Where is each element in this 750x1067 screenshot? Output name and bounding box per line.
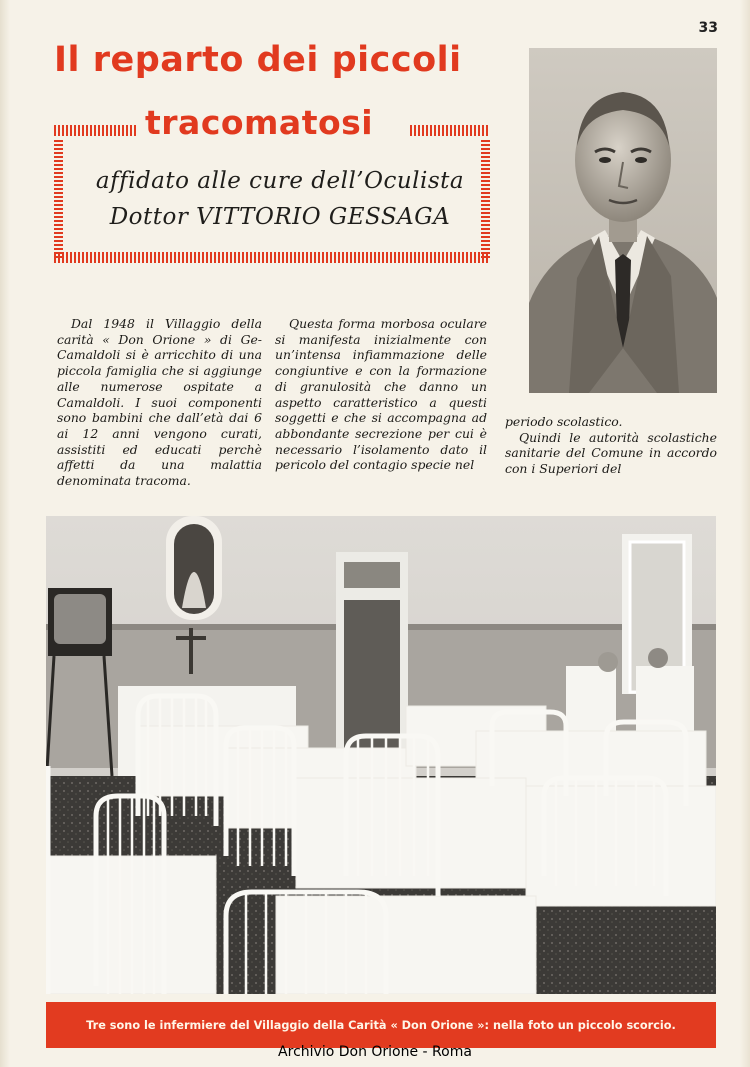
article-title-line2: tracomatosi — [145, 103, 374, 142]
paragraph-col2: Questa forma morbosa oculare si manifesta inizialmente con un’intensa infiammazione delle congiuntive e con la formazione di granulosità che danno un aspetto caratteristico a questi soggetti e che si accompagna ad abbondante secrezione per cui è necessario l’isolamento dato il pericolo del contagio specie nel — [275, 316, 487, 473]
text-column-1 — [57, 316, 262, 489]
ward-photo — [46, 516, 716, 994]
frame-left-rule — [54, 138, 63, 258]
paragraph-col3: Quindi le autorità scolastiche sanitarie del Comune in accordo con i Superiori del — [505, 429, 717, 477]
page-number: 33 — [698, 20, 718, 36]
paragraph-col3-end: periodo scolastico. — [505, 414, 623, 429]
subtitle-line1: affidato alle cure dell’Oculista — [95, 168, 465, 194]
frame-top-right-rule — [410, 125, 490, 136]
frame-bottom-rule — [54, 252, 490, 263]
frame-right-rule — [481, 138, 490, 258]
frame-top-left-rule — [54, 125, 138, 136]
text-column-2 — [275, 316, 487, 473]
text-column-3 — [505, 414, 717, 477]
paragraph-col1: Dal 1948 il Villaggio della carità « Don Orione » di Ge-Camaldoli si è arricchito di una piccola famiglia che si aggiunge alle numerose ospitate a Camaldoli. I suoi componenti sono bambini che dall’età dai 6 ai 12 anni vengono curati, assistiti ed educati perchè affetti da una malattia denominata tracoma. — [57, 316, 262, 489]
subtitle-line2: Dottor VITTORIO GESSAGA — [109, 204, 451, 230]
article-title-line1: Il reparto dei piccoli — [54, 40, 462, 80]
archive-footer: Archivio Don Orione - Roma — [278, 1044, 472, 1060]
photo-caption: Tre sono le infermiere del Villaggio della Carità « Don Orione »: nella foto un piccolo scorcio. — [46, 1002, 716, 1048]
portrait-photo — [529, 48, 717, 393]
